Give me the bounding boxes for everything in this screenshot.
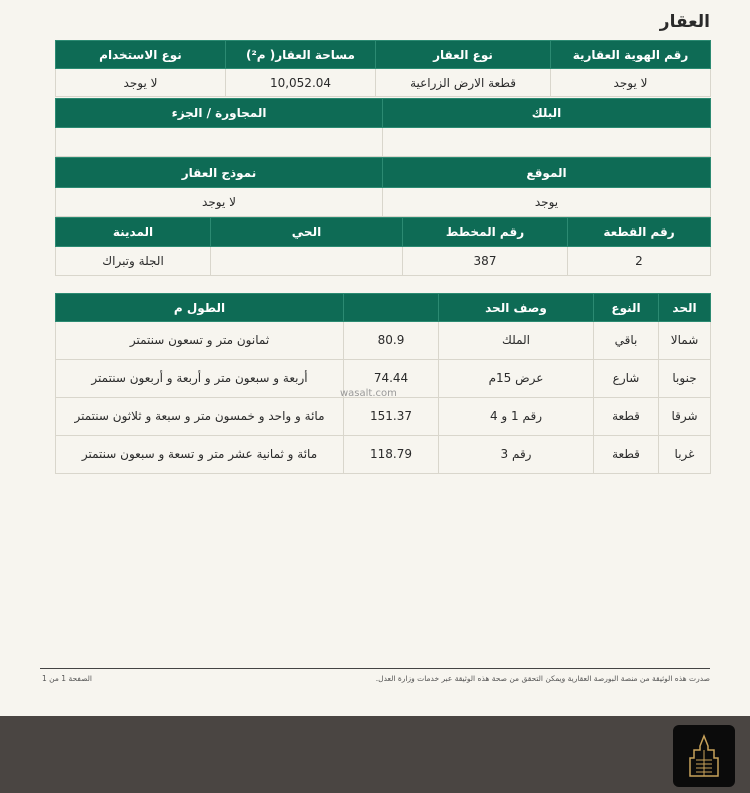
header-property-type: نوع العقار <box>376 41 551 69</box>
header-block: البلك <box>383 99 711 128</box>
boundary-desc: الملك <box>439 322 594 360</box>
boundary-side: شمالا <box>659 322 711 360</box>
watermark: wasalt.com <box>340 388 397 399</box>
header-usage-type: نوع الاستخدام <box>56 41 226 69</box>
value-property-id: لا يوجد <box>551 69 711 97</box>
property-info-table <box>55 40 711 97</box>
header-scheme-number: رقم المخطط <box>403 218 568 247</box>
table-row <box>56 322 711 360</box>
boundaries-table <box>55 293 711 474</box>
building-logo-icon <box>684 734 724 778</box>
boundary-length-text: مائة و واحد و خمسون متر و سبعة و ثلاثون سنتمتر <box>56 398 344 436</box>
boundary-length: 118.79 <box>344 436 439 474</box>
header-boundary-side: الحد <box>659 294 711 322</box>
table-row <box>56 436 711 474</box>
boundary-desc: رقم 1 و 4 <box>439 398 594 436</box>
value-district <box>211 247 403 276</box>
value-usage-type: لا يوجد <box>56 69 226 97</box>
boundary-type: شارع <box>594 360 659 398</box>
boundary-side: غربا <box>659 436 711 474</box>
boundary-side: شرقا <box>659 398 711 436</box>
value-neighborhood-part <box>56 128 383 157</box>
header-property-model: نموذج العقار <box>56 158 383 188</box>
value-property-model: لا يوجد <box>56 188 383 217</box>
boundary-type: قطعة <box>594 436 659 474</box>
header-boundary-type: النوع <box>594 294 659 322</box>
header-property-area: مساحة العقار( م²) <box>226 41 376 69</box>
ownership-table <box>55 98 711 157</box>
header-length: الطول م <box>56 294 344 322</box>
page-number: الصفحة 1 من 1 <box>42 674 92 683</box>
value-plot-number: 2 <box>568 247 711 276</box>
header-city: المدينة <box>56 218 211 247</box>
boundary-side: جنوبا <box>659 360 711 398</box>
boundary-length-text: ثمانون متر و تسعون سنتمتر <box>56 322 344 360</box>
header-property-id: رقم الهوية العقارية <box>551 41 711 69</box>
header-neighborhood-part: المجاورة / الجزء <box>56 99 383 128</box>
boundary-type: قطعة <box>594 398 659 436</box>
header-location: الموقع <box>383 158 711 188</box>
boundary-length-text: أربعة و سبعون متر و أربعة و أربعون سنتمتر <box>56 360 344 398</box>
value-property-type: قطعة الارض الزراعية <box>376 69 551 97</box>
value-location: يوجد <box>383 188 711 217</box>
value-scheme-number: 387 <box>403 247 568 276</box>
boundary-length: 74.44 <box>344 360 439 398</box>
header-boundary-desc: وصف الحد <box>439 294 594 322</box>
boundary-length: 80.9 <box>344 322 439 360</box>
value-city: الجلة وتبراك <box>56 247 211 276</box>
location-table <box>55 157 711 217</box>
app-logo[interactable] <box>673 725 735 787</box>
boundary-length-text: مائة و ثمانية عشر متر و تسعة و سبعون سنتمتر <box>56 436 344 474</box>
boundary-desc: رقم 3 <box>439 436 594 474</box>
header-blank <box>344 294 439 322</box>
boundary-type: باقي <box>594 322 659 360</box>
table-row <box>56 398 711 436</box>
document-title: العقار <box>659 12 710 32</box>
plot-table <box>55 217 711 276</box>
value-property-area: 10,052.04 <box>226 69 376 97</box>
header-plot-number: رقم القطعة <box>568 218 711 247</box>
footer-note: صدرت هذه الوثيقة من منصة البورصة العقارية ويمكن التحقق من صحة هذه الوثيقة عبر خدمات وزارة العدل. <box>375 674 710 683</box>
value-block <box>383 128 711 157</box>
boundary-length: 151.37 <box>344 398 439 436</box>
footer-divider <box>40 668 710 669</box>
header-district: الحي <box>211 218 403 247</box>
boundary-desc: عرض 15م <box>439 360 594 398</box>
